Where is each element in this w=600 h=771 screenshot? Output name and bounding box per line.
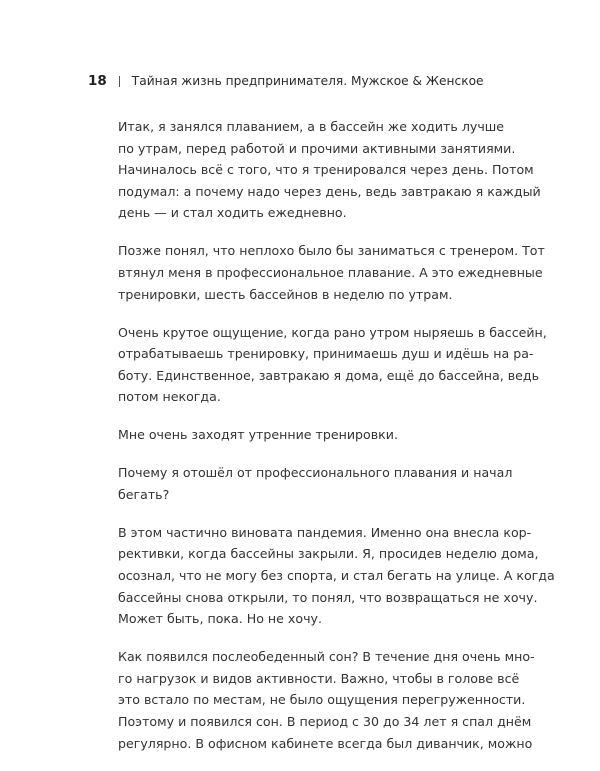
text-line: Позже понял, что неплохо было бы заниматься с тренером. Тот: [118, 243, 545, 259]
text-line: осознал, что не могу без спорта, и стал бегать на улице. А когда: [118, 568, 555, 584]
text-line: го нагрузок и видов активности. Важно, чтобы в голове всё: [118, 670, 520, 686]
text-line: по утрам, перед работой и прочими активными занятиями.: [118, 140, 516, 156]
paragraph: [118, 116, 541, 224]
running-header: [88, 72, 484, 90]
text-line: бассейны снова открыли, то понял, что возвращаться не хочу.: [118, 589, 538, 605]
text-line: отрабатываешь тренировку, принимаешь душ и идёшь на ра-: [118, 346, 534, 362]
text-line: Итак, я занялся плаванием, а в бассейн же ходить лучше: [118, 119, 505, 134]
paragraph: [118, 462, 513, 505]
text-line: Очень крутое ощущение, когда рано утром ныряешь в бассейн,: [118, 324, 547, 340]
paragraph: [118, 522, 555, 630]
text-line: день — и стал ходить ежедневно.: [118, 205, 347, 221]
text-line: втянул меня в профессиональное плавание. А это ежедневные: [118, 264, 543, 280]
text-line: В этом частично виновата пандемия. Именно она внесла кор-: [118, 524, 532, 540]
text-line: потом некогда.: [118, 389, 221, 405]
text-line: Как появился послеобеденный сон? В течение дня очень мно-: [118, 649, 535, 665]
text-line: Поэтому и появился сон. В период с 30 до 34 лет я спал днём: [118, 714, 532, 729]
text-line: бегать?: [118, 486, 170, 502]
text-line: подумал: а почему надо через день, ведь завтракаю я каждый: [118, 183, 541, 199]
paragraph: [118, 240, 545, 305]
paragraph: [118, 322, 547, 408]
text-line: Почему я отошёл от профессионального плавания и начал: [118, 465, 513, 481]
paragraph: [118, 646, 535, 754]
text-line: это встало по местам, не было ощущения перегруженности.: [118, 692, 526, 708]
text-line: Может быть, пока. Но не хочу.: [118, 611, 322, 627]
header-separator: [119, 76, 120, 87]
text-line: боту. Единственное, завтракаю я дома, ещё до бассейна, ведь: [118, 367, 540, 383]
body-text: [118, 116, 555, 771]
running-title: Тайная жизнь предпринимателя. Мужское & Женское: [131, 74, 484, 88]
text-line: рективки, когда бассейны закрыли. Я, просидев неделю дома,: [118, 546, 539, 562]
text-line: тренировки, шесть бассейнов в неделю по утрам.: [118, 286, 453, 302]
text-line: регулярно. В офисном кабинете всегда был диванчик, можно: [118, 735, 533, 751]
text-line: Начиналось всё с того, что я тренировался через день. Потом: [118, 162, 534, 178]
paragraph: [118, 424, 485, 446]
text-line: Мне очень заходят утренние тренировки.: [118, 427, 398, 443]
page-number: 18: [88, 73, 107, 89]
